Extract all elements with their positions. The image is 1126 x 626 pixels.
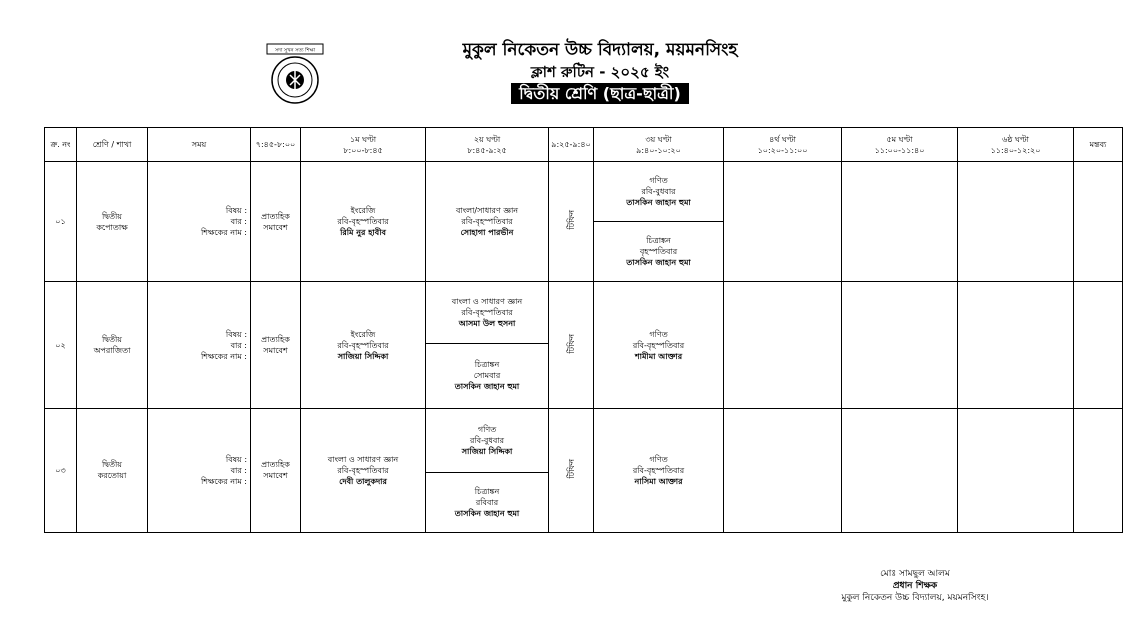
p2-cell: বাংলা/সাধারণ জ্ঞান রবি-বৃহস্পতিবার সোহাগা পারভীন bbox=[426, 162, 549, 282]
break-cell: টিফিন bbox=[549, 162, 594, 282]
assembly-cell: প্রাত্যহিক সমাবেশ bbox=[251, 162, 301, 282]
break-cell: টিফিন bbox=[549, 282, 594, 408]
p3-cell: গণিত রবি-বৃহস্পতিবার শামীমা আক্তার bbox=[594, 282, 724, 408]
p3b-cell: চিত্রাঙ্কন বৃহস্পতিবার তাসকিন জাহান হুমা bbox=[594, 222, 724, 282]
col-p3: ৩য় ঘণ্টা ৯:৪০-১০:২০ bbox=[594, 128, 724, 162]
p5-cell bbox=[842, 162, 958, 282]
break-cell: টিফিন bbox=[549, 408, 594, 532]
col-break-time: ৯:২৫-৯:৪০ bbox=[549, 128, 594, 162]
class-title: দ্বিতীয় শ্রেণি (ছাত্র-ছাত্রী) bbox=[511, 83, 689, 104]
p3a-cell: গণিত রবি-বুধবার তাসকিন জাহান হুমা bbox=[594, 162, 724, 222]
labels-cell: বিষয় : বার : শিক্ষকের নাম : bbox=[148, 408, 251, 532]
p6-cell bbox=[958, 282, 1074, 408]
headmaster-name: মোঃ সামছুল আলম bbox=[880, 569, 950, 579]
routine-table bbox=[44, 127, 1123, 533]
p2a-cell: বাংলা ও সাধারণ জ্ঞান রবি-বৃহস্পতিবার আসমা উল হুসনা bbox=[426, 282, 549, 343]
col-p6: ৬ষ্ঠ ঘণ্টা ১১:৪০-১২:২০ bbox=[958, 128, 1074, 162]
remarks-cell bbox=[1074, 282, 1123, 408]
section-cell: দ্বিতীয় অপরাজিতা bbox=[77, 282, 148, 408]
remarks-cell bbox=[1074, 162, 1123, 282]
col-serial: ক্র. নং bbox=[45, 128, 77, 162]
col-assembly-time: ৭:৪৫-৮:০০ bbox=[251, 128, 301, 162]
table-row bbox=[45, 282, 1123, 343]
signature-block bbox=[800, 568, 1030, 604]
table-row bbox=[45, 162, 1123, 222]
serial-cell: ০২ bbox=[45, 282, 77, 408]
col-p1: ১ম ঘণ্টা ৮:০০-৮:৪৫ bbox=[301, 128, 426, 162]
col-p5: ৫ম ঘণ্টা ১১:০০-১১:৪০ bbox=[842, 128, 958, 162]
p2b-cell: চিত্রাঙ্কন রবিবার তাসকিন জাহান হুমা bbox=[426, 472, 549, 532]
p4-cell bbox=[724, 282, 842, 408]
remarks-cell bbox=[1074, 408, 1123, 532]
serial-cell: ০১ bbox=[45, 162, 77, 282]
col-section: শ্রেণি / শাখা bbox=[77, 128, 148, 162]
header-row bbox=[45, 128, 1123, 162]
school-logo-icon bbox=[263, 42, 327, 106]
col-p2: ২য় ঘণ্টা ৮:৪৫-৯:২৫ bbox=[426, 128, 549, 162]
p1-cell: ইংরেজি রবি-বৃহস্পতিবার সাজিয়া সিদ্দিকা bbox=[301, 282, 426, 408]
assembly-cell: প্রাত্যহিক সমাবেশ bbox=[251, 408, 301, 532]
page-header bbox=[0, 38, 1126, 108]
serial-cell: ০৩ bbox=[45, 408, 77, 532]
school-name: মুকুল নিকেতন উচ্চ বিদ্যালয়, ময়মনসিংহ bbox=[462, 40, 738, 60]
col-remarks: মন্তব্য bbox=[1074, 128, 1123, 162]
p5-cell bbox=[842, 408, 958, 532]
routine-title: ক্লাশ রুটিন - ২০২৫ ইং bbox=[530, 63, 670, 81]
p5-cell bbox=[842, 282, 958, 408]
p6-cell bbox=[958, 408, 1074, 532]
labels-cell: বিষয় : বার : শিক্ষকের নাম : bbox=[148, 162, 251, 282]
p2a-cell: গণিত রবি-বুধবার সাজিয়া সিদ্দিকা bbox=[426, 408, 549, 472]
section-cell: দ্বিতীয় কপোতাক্ষ bbox=[77, 162, 148, 282]
p1-cell: ইংরেজি রবি-বৃহস্পতিবার রিমি নুর হাবীব bbox=[301, 162, 426, 282]
logo-text: সদা সুখন সত্য শিক্ষা bbox=[274, 47, 316, 54]
p2b-cell: চিত্রাঙ্কন সোমবার তাসকিন জাহান হুমা bbox=[426, 343, 549, 408]
section-cell: দ্বিতীয় করতোয়া bbox=[77, 408, 148, 532]
col-p4: ৪র্থ ঘণ্টা ১০:২০-১১:০০ bbox=[724, 128, 842, 162]
p6-cell bbox=[958, 162, 1074, 282]
p4-cell bbox=[724, 408, 842, 532]
assembly-cell: প্রাত্যহিক সমাবেশ bbox=[251, 282, 301, 408]
labels-cell: বিষয় : বার : শিক্ষকের নাম : bbox=[148, 282, 251, 408]
headmaster-title: প্রধান শিক্ষক bbox=[892, 581, 938, 591]
p4-cell bbox=[724, 162, 842, 282]
col-time: সময় bbox=[148, 128, 251, 162]
p3-cell: গণিত রবি-বৃহস্পতিবার নাসিমা আক্তার bbox=[594, 408, 724, 532]
signature-school: মুকুল নিকেতন উচ্চ বিদ্যালয়, ময়মনসিংহ। bbox=[841, 593, 989, 603]
table-row bbox=[45, 408, 1123, 472]
p1-cell: বাংলা ও সাধারণ জ্ঞান রবি-বৃহস্পতিবার দেবী তালুকদার bbox=[301, 408, 426, 532]
